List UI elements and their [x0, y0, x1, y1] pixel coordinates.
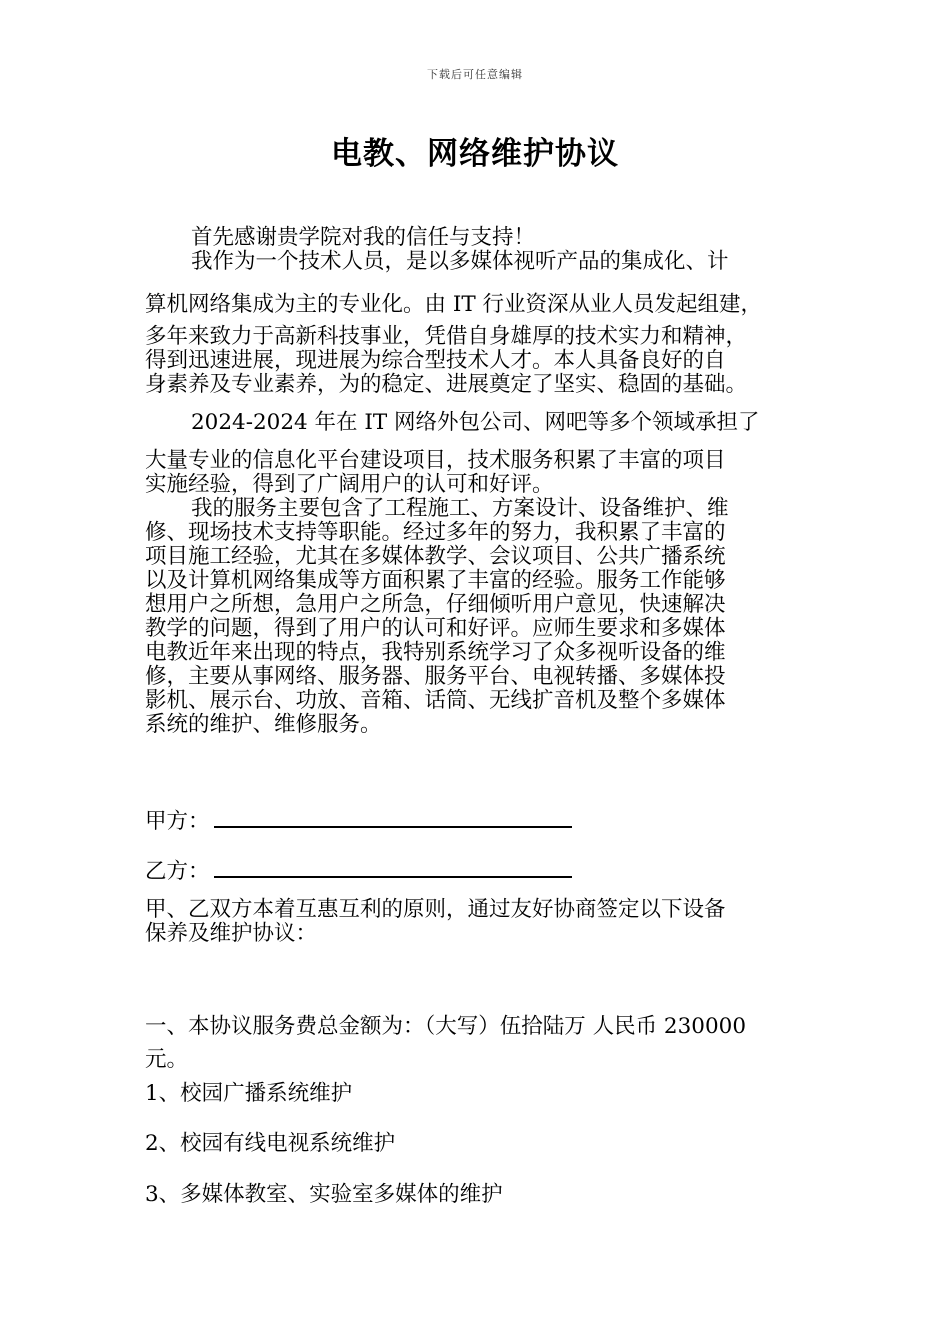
agreement-intro-line: 甲、乙双方本着互惠互利的原则，通过友好协商签定以下设备	[145, 897, 726, 922]
paragraph-services-line: 修，主要从事网络、服务器、服务平台、电视转播、多媒体投	[145, 664, 726, 689]
party-a-label: 甲方：	[145, 809, 210, 834]
paragraph-thanks: 首先感谢贵学院对我的信任与支持！	[191, 225, 536, 250]
party-a-row	[145, 808, 572, 835]
paragraph-intro-line: 我作为一个技术人员，是以多媒体视听产品的集成化、计	[191, 249, 729, 274]
paragraph-services-line: 以及计算机网络集成等方面积累了丰富的经验。服务工作能够	[145, 568, 726, 593]
paragraph-services-line: 我的服务主要包含了工程施工、方案设计、设备维护、维	[191, 496, 729, 521]
paragraph-intro-line: 多年来致力于高新科技事业，凭借自身雄厚的技术实力和精神，	[145, 324, 748, 349]
header-note: 下载后可任意编辑	[427, 68, 523, 81]
document-title: 电教、网络维护协议	[331, 136, 619, 172]
fee-clause-line: 元。	[145, 1047, 189, 1072]
list-item: 2、校园有线电视系统维护	[145, 1131, 396, 1156]
party-a-signature-line[interactable]	[214, 808, 572, 828]
party-b-label: 乙方：	[145, 859, 210, 884]
fee-clause	[145, 1010, 746, 1076]
paragraph-services-line: 修、现场技术支持等职能。经过多年的努力，我积累了丰富的	[145, 520, 726, 545]
intro-paragraph-cont2	[145, 349, 810, 397]
party-b-row	[145, 858, 572, 885]
paragraph-services-line: 电教近年来出现的特点，我特别系统学习了众多视听设备的维	[145, 640, 726, 665]
party-b-signature-line[interactable]	[214, 858, 572, 878]
paragraph-services-line: 项目施工经验，尤其在多媒体教学、会议项目、公共广播系统	[145, 544, 726, 569]
paragraph-experience-line: 2024-2024 年在 IT 网络外包公司、网吧等多个领域承担了	[191, 410, 760, 435]
list-item: 3、多媒体教室、实验室多媒体的维护	[145, 1182, 503, 1207]
paragraph-experience-line: 实施经验，得到了广阔用户的认可和好评。	[145, 472, 554, 497]
paragraph-services-line: 系统的维护、维修服务。	[145, 712, 382, 737]
agreement-intro	[145, 898, 810, 946]
paragraph-services-line: 想用户之所想，急用户之所急，仔细倾听用户意见，快速解决	[145, 592, 726, 617]
intro-paragraphs	[145, 226, 810, 274]
paragraph-intro-line: 算机网络集成为主的专业化。由 IT 行业资深从业人员发起组建，	[145, 292, 763, 317]
list-item: 1、校园广播系统维护	[145, 1081, 353, 1106]
paragraph-services-line: 教学的问题，得到了用户的认可和好评。应师生要求和多媒体	[145, 616, 726, 641]
paragraph-intro-line: 得到迅速进展，现进展为综合型技术人才。本人具备良好的自	[145, 348, 726, 373]
paragraph-experience-line: 大量专业的信息化平台建设项目，技术服务积累了丰富的项目	[145, 448, 726, 473]
experience-paragraph-cont	[145, 449, 810, 737]
agreement-intro-line: 保养及维护协议：	[145, 921, 318, 946]
intro-paragraph-cont	[145, 288, 810, 353]
paragraph-services-line: 影机、展示台、功放、音箱、话筒、无线扩音机及整个多媒体	[145, 688, 726, 713]
fee-clause-line: 一、本协议服务费总金额为：（大写）伍拾陆万 人民币 230000	[145, 1014, 746, 1039]
paragraph-intro-line: 身素养及专业素养，为的稳定、进展奠定了坚实、稳固的基础。	[145, 372, 748, 397]
experience-paragraph	[145, 411, 810, 435]
